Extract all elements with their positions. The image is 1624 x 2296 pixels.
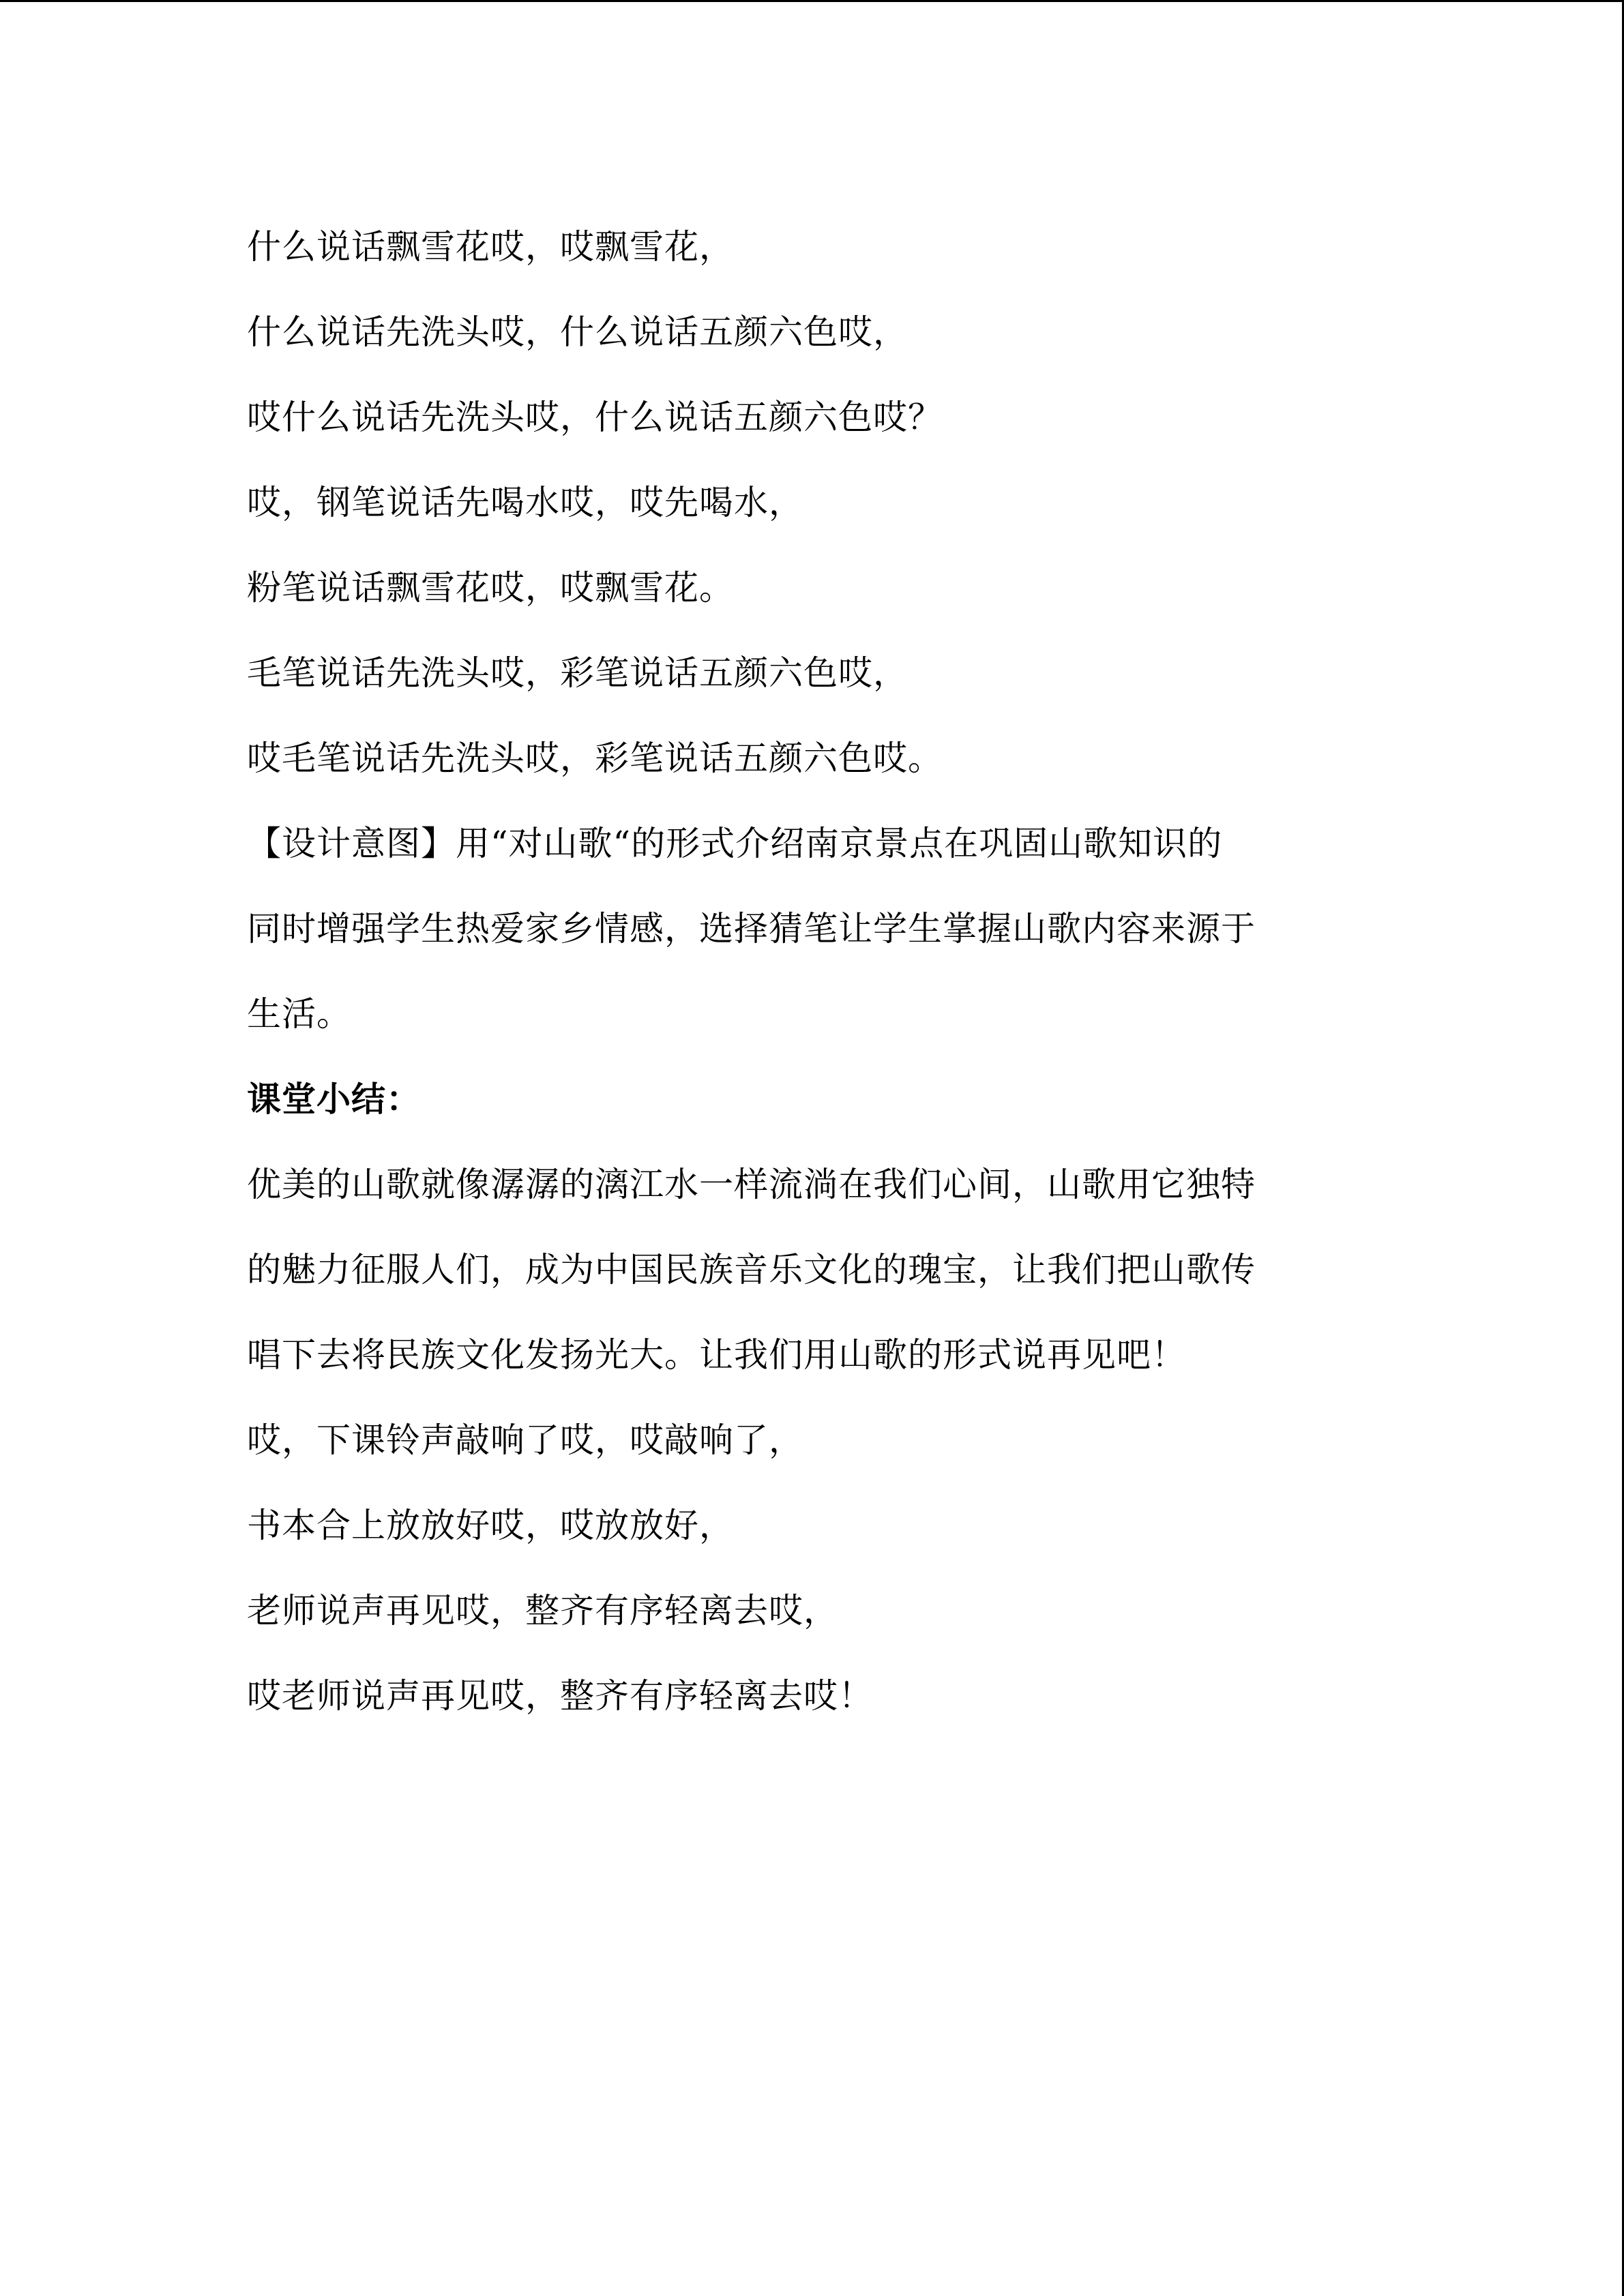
- design-intent-line: 生活。: [247, 994, 351, 1034]
- text-line: 老师说声再见哎，整齐有序轻离去哎，: [247, 1591, 838, 1630]
- text-line: 哎毛笔说话先洗头哎，彩笔说话五颜六色哎。: [247, 739, 943, 778]
- text-line: 书本合上放放好哎，哎放放好，: [247, 1506, 734, 1545]
- page-border-top: [0, 0, 1624, 2]
- text-line: 毛笔说话先洗头哎，彩笔说话五颜六色哎，: [247, 653, 908, 693]
- text-line: 哎，下课铃声敲响了哎，哎敲响了，: [247, 1420, 803, 1460]
- summary-line: 唱下去将民族文化发扬光大。让我们用山歌的形式说再见吧！: [247, 1335, 1186, 1375]
- text-line: 什么说话先洗头哎，什么说话五颜六色哎，: [247, 312, 908, 352]
- text-line: 哎什么说话先洗头哎，什么说话五颜六色哎？: [247, 398, 943, 437]
- text-line: 哎老师说声再见哎，整齐有序轻离去哎！: [247, 1676, 873, 1716]
- document-body: [247, 205, 1365, 1739]
- design-intent-line: 【设计意图】用“对山歌“的形式介绍南京景点在巩固山歌知识的: [247, 824, 1223, 863]
- text-line: 哎，钢笔说话先喝水哎，哎先喝水，: [247, 483, 803, 522]
- text-line: 粉笔说话飘雪花哎，哎飘雪花。: [247, 568, 734, 608]
- summary-line: 的魅力征服人们，成为中国民族音乐文化的瑰宝，让我们把山歌传: [247, 1250, 1256, 1289]
- design-intent-line: 同时增强学生热爱家乡情感，选择猜笔让学生掌握山歌内容来源于: [247, 909, 1256, 949]
- summary-line: 优美的山歌就像潺潺的漓江水一样流淌在我们心间，山歌用它独特: [247, 1165, 1256, 1204]
- section-heading: 课堂小结：: [247, 1079, 421, 1119]
- text-line: 什么说话飘雪花哎，哎飘雪花，: [247, 227, 734, 267]
